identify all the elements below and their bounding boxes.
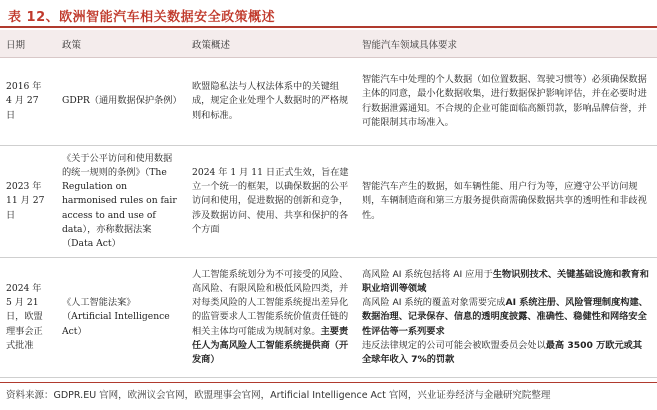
row-requirements bbox=[356, 258, 657, 378]
header-summary: 政策概述 bbox=[186, 30, 356, 58]
policy-table bbox=[0, 30, 657, 378]
row-requirements: 智能汽车中处理的个人数据（如位置数据、驾驶习惯等）必须确保数据主体的同意，最小化数据收集，进行数据保护影响评估，并在必要时进行数据泄露通知。不合规的企业可能面临高额罚款，影响品牌信誉，并可能限制其市场准入。 bbox=[356, 58, 657, 146]
table-row bbox=[0, 258, 657, 378]
bottom-rule bbox=[0, 382, 657, 383]
req-bold-1: 生物识别技术、关键基础设施和教育和职业培训等领域 bbox=[362, 268, 649, 294]
header-date: 日期 bbox=[0, 30, 56, 58]
row-policy: GDPR（通用数据保护条例） bbox=[56, 58, 186, 146]
req-bold-3: 最高 3500 万欧元或其全球年收入 7%的罚款 bbox=[362, 339, 643, 365]
req-plain-3: 违反法律规定的公司可能会被欧盟委员会处以 bbox=[362, 339, 546, 351]
table-title: 表 12、欧洲智能汽车相关数据安全政策概述 bbox=[8, 10, 276, 25]
row-summary: 欧盟隐私法与人权法体系中的关键组成，规定企业处理个人数据时的严格规则和标准。 bbox=[186, 58, 356, 146]
row-date: 2023 年 11 月 27 日 bbox=[0, 146, 56, 258]
row-date: 2024 年 5 月 21 日，欧盟理事会正式批准 bbox=[0, 258, 56, 378]
req-bold-2: AI 系统注册、风险管理制度构建、数据治理、记录保存、信息的透明度披露、准确性、稳健性和网络安全性评估等一系列要求 bbox=[362, 297, 648, 337]
header-policy: 政策 bbox=[56, 30, 186, 58]
table-row bbox=[0, 58, 657, 146]
table-row bbox=[0, 146, 657, 258]
title-rule bbox=[0, 26, 657, 28]
header-requirements: 智能汽车领域具体要求 bbox=[356, 30, 657, 58]
source-note: 资料来源：GDPR.EU 官网，欧洲议会官网，欧盟理事会官网，Artificial Intelligence Act 官网，兴业证券经济与金融研究院整理 bbox=[6, 390, 551, 401]
row-summary bbox=[186, 258, 356, 378]
row-policy: 《人工智能法案》（Artificial Intelligence Act） bbox=[56, 258, 186, 378]
req-plain-2: 高风险 AI 系统的覆盖对象需要完成 bbox=[362, 297, 506, 309]
row-requirements: 智能汽车产生的数据，如车辆性能、用户行为等，应遵守公平访问规则，车辆制造商和第三方服务提供商需确保数据共享的透明性和非歧视性。 bbox=[356, 146, 657, 258]
row-policy: 《关于公平访问和使用数据的统一规则的条例》（The Regulation on harmonised rules on fair access to and use of data），亦称数据法案（Data Act） bbox=[56, 146, 186, 258]
summary-plain: 人工智能系统划分为不可接受的风险、高风险、有限风险和极低风险四类，并对每类风险的人工智能系统提出差异化的监管要求人工智能系统价值责任链的相关主体均可能成为规制对象。 bbox=[192, 268, 349, 337]
row-summary: 2024 年 1 月 11 日正式生效，旨在建立一个统一的框架，以确保数据的公平访问和使用，促进数据的创新和竞争，涉及数据访问、使用、共享和保护的各个方面 bbox=[186, 146, 356, 258]
row-date: 2016 年 4 月 27 日 bbox=[0, 58, 56, 146]
summary-bold: 主要责任人为高风险人工智能系统提供商（开发商） bbox=[192, 325, 349, 365]
table-header-row bbox=[0, 30, 657, 58]
req-plain-1: 高风险 AI 系统包括将 AI 应用于 bbox=[362, 268, 493, 280]
